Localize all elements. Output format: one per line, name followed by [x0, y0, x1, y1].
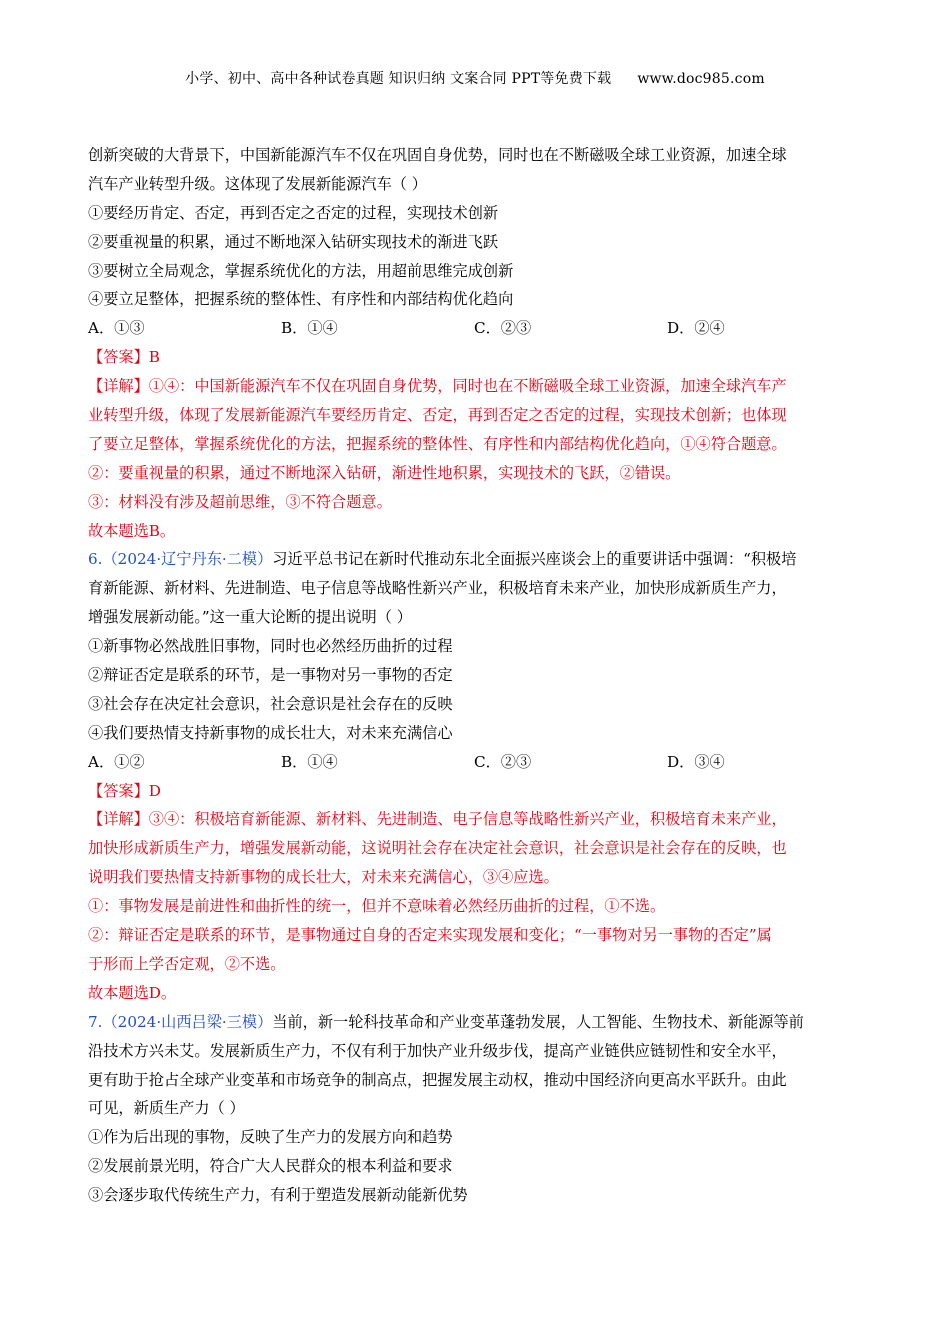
option-d: D．②④ [667, 319, 725, 338]
explanation-line: ③：材料没有涉及超前思维，③不符合题意。 [88, 492, 392, 511]
conclusion-line: 故本题选D。 [88, 983, 177, 1002]
statement-item: ④要立足整体，把握系统的整体性、有序性和内部结构优化趋向 [88, 290, 514, 309]
explanation-line: 于形而上学否定观，②不选。 [88, 954, 286, 973]
question-stem-line: 可见，新质生产力（ ） [88, 1099, 245, 1118]
question-stem-line [88, 545, 868, 574]
question-stem-line: 育新能源、新材料、先进制造、电子信息等战略性新兴产业，积极培育未来产业，加快形成新质生产力， [88, 579, 787, 598]
option-a: A．①② [88, 752, 145, 771]
option-c: C．②③ [474, 319, 532, 338]
header-text: 小学、初中、高中各种试卷真题 知识归纳 文案合同 PPT等免费下载 [185, 71, 612, 87]
option-a: A．①③ [88, 319, 145, 338]
explanation-line: ②：辩证否定是联系的环节，是事物通过自身的否定来实现发展和变化；“一事物对另一事物的否定”属 [88, 926, 772, 945]
explanation-line: 加快形成新质生产力，增强发展新动能，这说明社会存在决定社会意识，社会意识是社会存在的反映，也 [88, 839, 787, 858]
explanation-line: ①：事物发展是前进性和曲折性的统一，但并不意味着必然经历曲折的过程，①不选。 [88, 897, 666, 916]
answer-label: 【答案】B [88, 348, 160, 367]
statement-item: ③会逐步取代传统生产力，有利于塑造发展新动能新优势 [88, 1186, 468, 1205]
question-stem-line [88, 1008, 868, 1037]
question-5 [88, 141, 868, 545]
statement-item: ④我们要热情支持新事物的成长壮大，对未来充满信心 [88, 723, 453, 742]
statement-item: ①新事物必然战胜旧事物，同时也必然经历曲折的过程 [88, 637, 453, 656]
question-stem-line: 沿技术方兴未艾。发展新质生产力，不仅有利于加快产业升级步伐，提高产业链供应链韧性和安全水平， [88, 1041, 787, 1060]
option-b: B．①④ [281, 319, 338, 338]
option-b: B．①④ [281, 752, 338, 771]
question-7 [88, 1008, 868, 1210]
explanation-line: 说明我们要热情支持新事物的成长壮大，对未来充满信心，③④应选。 [88, 868, 559, 887]
page-header [0, 68, 950, 88]
question-stem-text: 习近平总书记在新时代推动东北全面振兴座谈会上的重要讲话中强调：“积极培 [272, 550, 797, 569]
option-c: C．②③ [474, 752, 532, 771]
statement-item: ③要树立全局观念，掌握系统优化的方法，用超前思维完成创新 [88, 261, 514, 280]
statement-item: ②要重视量的积累，通过不断地深入钻研实现技术的渐进飞跃 [88, 232, 499, 251]
statement-item: ①作为后出现的事物，反映了生产力的发展方向和趋势 [88, 1128, 453, 1147]
explanation-line: ②：要重视量的积累，通过不断地深入钻研，渐进性地积累，实现技术的飞跃，②错误。 [88, 463, 681, 482]
statement-item: ②辩证否定是联系的环节，是一事物对另一事物的否定 [88, 666, 453, 685]
question-stem-line: 创新突破的大背景下，中国新能源汽车不仅在巩固自身优势，同时也在不断磁吸全球工业资源，加速全球 [88, 146, 787, 164]
explanation-line: 【详解】①④：中国新能源汽车不仅在巩固自身优势，同时也在不断磁吸全球工业资源，加速全球汽车产 [88, 377, 787, 396]
question-stem-text: 当前，新一轮科技革命和产业变革蓬勃发展，人工智能、生物技术、新能源等前 [272, 1012, 804, 1031]
answer-label: 【答案】D [88, 781, 161, 800]
statement-item: ①要经历肯定、否定，再到否定之否定的过程，实现技术创新 [88, 203, 499, 222]
option-d: D．③④ [667, 752, 725, 771]
conclusion-line: 故本题选B。 [88, 521, 176, 540]
question-stem-line: 增强发展新动能。”这一重大论断的提出说明（ ） [88, 608, 412, 627]
explanation-line: 了要立足整体，掌握系统优化的方法，把握系统的整体性、有序性和内部结构优化趋向，①④符合题意。 [88, 434, 787, 453]
question-source: 7.（2024·山西吕梁·三模） [88, 1012, 273, 1031]
document-content [88, 141, 868, 1210]
explanation-line: 业转型升级，体现了发展新能源汽车要经历肯定、否定，再到否定之否定的过程，实现技术创新；也体现 [88, 406, 787, 425]
question-source: 6.（2024·辽宁丹东·二模） [88, 550, 273, 569]
statement-item: ③社会存在决定社会意识，社会意识是社会存在的反映 [88, 694, 453, 713]
answer-options [88, 748, 868, 777]
question-6 [88, 545, 868, 1007]
question-stem-line: 更有助于抢占全球产业变革和市场竞争的制高点，把握发展主动权，推动中国经济向更高水平跃升。由此 [88, 1070, 787, 1089]
question-stem-line: 汽车产业转型升级。这体现了发展新能源汽车（ ） [88, 174, 427, 193]
explanation-line: 【详解】③④：积极培育新能源、新材料、先进制造、电子信息等战略性新兴产业，积极培育未来产业， [88, 810, 787, 829]
statement-item: ②发展前景光明，符合广大人民群众的根本利益和要求 [88, 1157, 453, 1176]
answer-options [88, 314, 868, 343]
header-site-link[interactable]: www.doc985.com [637, 71, 765, 87]
